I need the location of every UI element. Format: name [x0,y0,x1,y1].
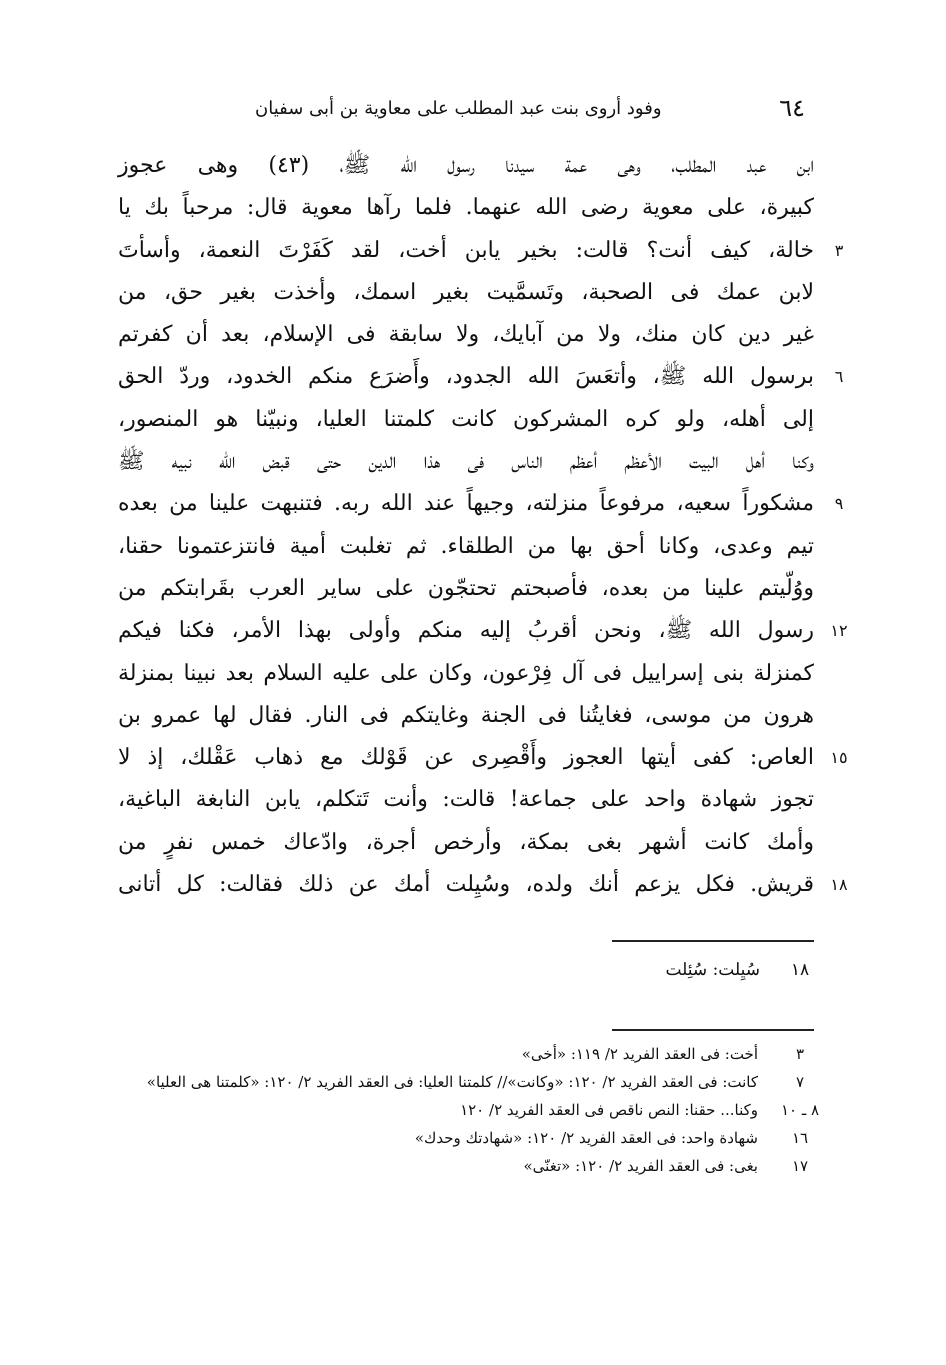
line-number: ١٢ [830,621,848,641]
running-head: وفود أروى بنت عبد المطلب على معاوية بن أبى سفيان [255,97,662,119]
variant-text: سُيِلت: سُئِلت [665,960,760,980]
line-text: مشكوراً سعيه، مرفوعاً منزلته، وجيهاً عند الله ربه. فتنبهت علينا من بعده [118,491,814,517]
text-line [118,441,814,483]
line-text: ووُلّيتم علينا من بعده، فأصبحتم تحتجّون على ساير العرب بقَرابتكم من [118,575,814,601]
footnote-divider [612,940,814,942]
line-text: ابن عبد المطلب، وهى عمة سيدنا رسول الله ﷺ، (٤٣) وهى عجوز [118,153,814,178]
text-line [118,483,844,525]
note-line-ref: ١٦ [791,1129,809,1147]
line-text: وكنا أهل البيت الأعظم أعظم الناس فى هذا الدين حتى قبض الله نبيه ﷺ [118,449,814,475]
apparatus-divider [612,1029,814,1031]
page-number: ٦٤ [779,94,805,122]
text-line [118,822,814,864]
text-line [118,779,814,821]
text-line [118,526,814,568]
main-text [118,145,848,906]
variant-note [440,955,820,985]
note-text: وكنا... حقنا: النص ناقص فى العقد الفريد ٢/ ١٢٠ [460,1101,758,1119]
line-text: إلى أهله، ولو كره المشركون كانت كلمتنا العليا، ونبيّنا هو المنصور، [118,406,814,432]
text-line [118,737,848,779]
line-text: العاص: كفى أيتها العجوز وأَقْصِرى عن قَوْلك مع ذهاب عَقْلك، إذ لا [118,745,814,771]
line-text: تيم وعدى، وكانا أحق بها من الطلقاء. ثم تغلبت أمية فانتزعتمونا حقنا، [118,533,814,559]
line-number: ١٥ [830,748,848,768]
line-text: كمنزلة بنى إسراييل فى آل فِرْعون، وكان على عليه السلام بعد نبينا بمنزلة [118,660,814,686]
apparatus-note [120,1068,825,1096]
text-line [118,356,844,398]
line-text: وأمك كانت أشهر بغى بمكة، وأرخص أجرة، وادّعاك خمس نفرٍ من [118,829,814,855]
text-line [118,864,848,906]
note-text: بغى: فى العقد الفريد ٢/ ١٢٠: «تغنّى» [523,1157,758,1175]
line-text: تجوز شهادة واحد على جماعة! قالت: وأنت تَتكلم، يابن النابغة الباغية، [118,787,814,813]
text-line [118,230,844,272]
line-number: ٦ [834,367,844,387]
line-text: برسول الله ﷺ، وأتعَسَ الله الجدود، وأَضرَع منكم الخدود، وردّ الحق [118,364,814,390]
line-text: هرون من موسى، فغايتُنا فى الجنة وغايتكم فى النار. فقال لها عمرو بن [118,702,814,728]
text-line [118,145,814,187]
critical-apparatus [120,1040,825,1180]
line-number: ٩ [834,494,844,514]
note-text: أخت: فى العقد الفريد ٢/ ١١٩: «أخى» [521,1045,758,1063]
apparatus-note [120,1040,825,1068]
line-text: كبيرة، على معوية رضى الله عنهما. فلما رآها معوية قال: مرحباً بك يا [118,195,814,221]
apparatus-note [120,1096,825,1124]
text-line [118,399,814,441]
text-line [118,653,814,695]
line-text: رسول الله ﷺ، ونحن أقربُ إليه منكم وأولى بهذا الأمر، فكنا فيكم [118,618,814,644]
note-line-ref: ٧ [795,1073,805,1091]
line-text: خالة، كيف أنت؟ قالت: بخير يابن أخت، لقد كَفَرْتَ النعمة، وأسأتَ [118,237,814,263]
text-line [118,272,814,314]
line-number: ٣ [834,240,844,260]
variant-line-ref: ١٨ [790,960,810,980]
text-line [118,187,814,229]
text-line [118,695,814,737]
text-line [118,314,814,356]
line-text: قريش. فكل يزعم أنك ولده، وسُيِلت أمك عن ذلك فقالت: كل أتانى [118,872,814,898]
line-text: لابن عمك فى الصحبة، وتَسمَّيت بغير اسمك، وأخذت بغير حق، من [118,279,814,305]
note-text: شهادة واحد: فى العقد الفريد ٢/ ١٢٠: «شهادتك وحدك» [414,1129,758,1147]
note-text: كانت: فى العقد الفريد ٢/ ١٢٠: «وكانت»// كلمتنا العليا: فى العقد الفريد ٢/ ١٢٠: «كلمتنا هى العليا» [146,1073,758,1091]
apparatus-note [120,1152,825,1180]
text-line [118,610,848,652]
note-line-ref: ٨ ـ ١٠ [780,1101,820,1119]
note-line-ref: ١٧ [791,1157,809,1175]
text-line [118,568,814,610]
note-line-ref: ٣ [795,1045,805,1063]
apparatus-note [120,1124,825,1152]
page-header [255,88,805,128]
line-number: ١٨ [830,875,848,895]
line-text: غير دين كان منك، ولا من آبايك، ولا سابقة فى الإسلام، بعد أن كفرتم [118,322,814,348]
